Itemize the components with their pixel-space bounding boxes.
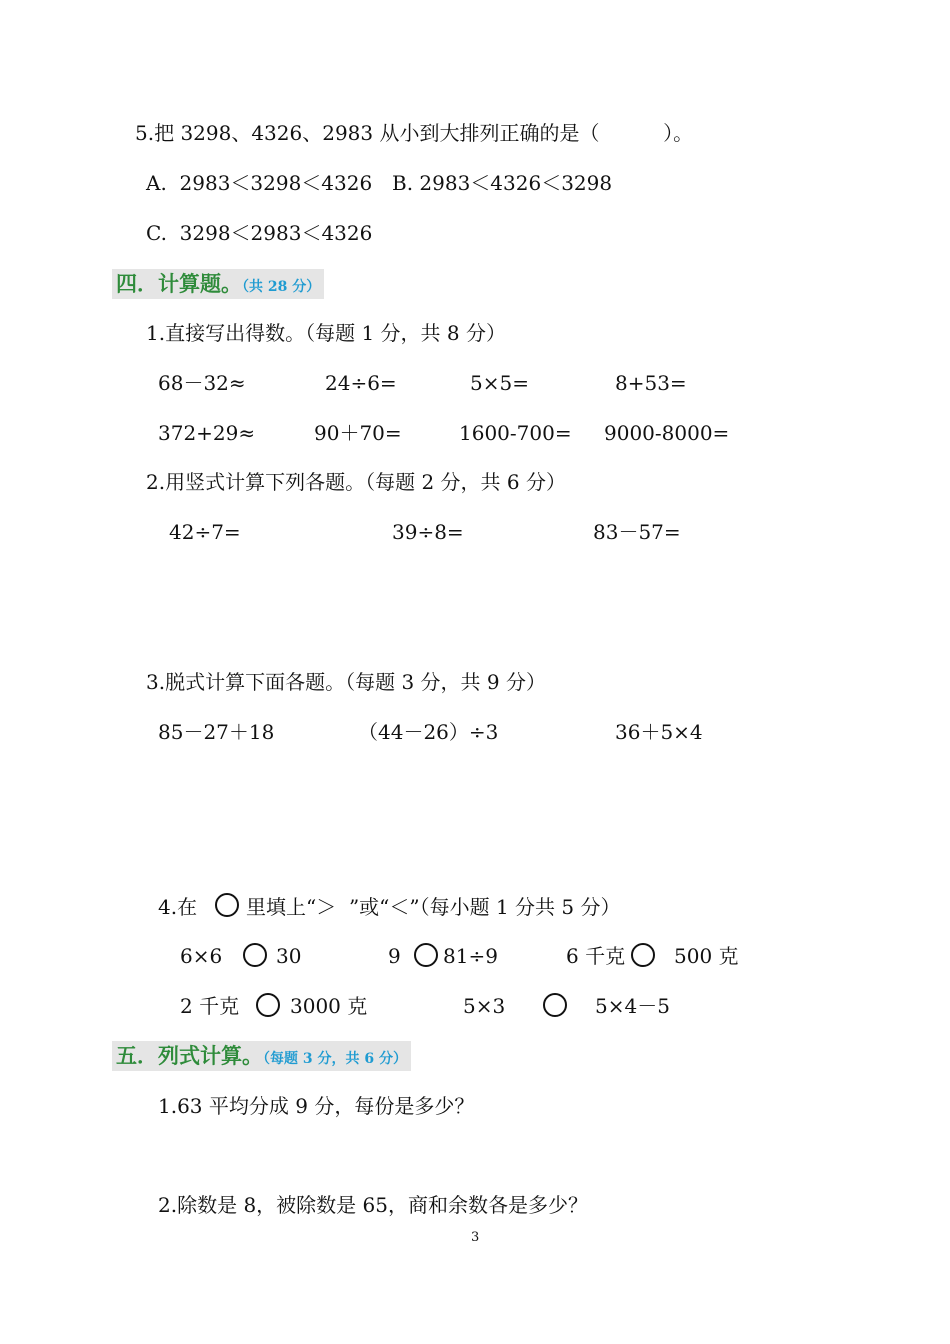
section-5-header	[112, 1041, 411, 1071]
compare-right: 5×4－5	[595, 994, 670, 1018]
compare-left: 9	[388, 944, 401, 968]
s4-q3-item: 36＋5×4	[615, 720, 703, 744]
s4-q2-item: 83－57=	[593, 520, 681, 544]
compare-left: 6 千克	[566, 944, 626, 968]
answer-circle-icon	[215, 893, 239, 917]
question-5-option-c: C. 3298＜2983＜4326	[146, 221, 373, 245]
s4-q1-item: 9000-8000=	[604, 421, 730, 445]
s4-q3-stem: 3.脱式计算下面各题。（每题 3 分，共 9 分）	[146, 670, 546, 694]
s4-q1-item: 24÷6=	[325, 371, 397, 395]
s4-q4-stem-post: 里填上“＞ ”或“＜”（每小题 1 分共 5 分）	[246, 895, 621, 919]
section-4-header	[112, 269, 324, 299]
s5-q2: 2.除数是 8，被除数是 65，商和余数各是多少？	[158, 1193, 588, 1217]
compare-right: 30	[276, 944, 302, 968]
answer-circle[interactable]	[631, 943, 655, 967]
s4-q4-stem-pre: 4.在	[158, 895, 198, 919]
question-5-stem: 5.把 3298、4326、2983 从小到大排列正确的是（ ）。	[135, 121, 694, 145]
s4-q1-item: 1600-700=	[459, 421, 572, 445]
s4-q1-item: 90＋70=	[314, 421, 402, 445]
compare-right: 3000 克	[290, 994, 368, 1018]
question-5-option-a: A. 2983＜3298＜4326	[146, 171, 373, 195]
s4-q1-item: 8+53=	[615, 371, 687, 395]
section-4-title: 四．计算题。	[116, 271, 242, 296]
answer-circle[interactable]	[243, 943, 267, 967]
compare-right: 500 克	[674, 944, 739, 968]
answer-circle[interactable]	[414, 943, 438, 967]
s4-q2-stem: 2.用竖式计算下列各题。（每题 2 分，共 6 分）	[146, 470, 566, 494]
s4-q1-stem: 1.直接写出得数。（每题 1 分，共 8 分）	[146, 321, 506, 345]
compare-left: 2 千克	[180, 994, 240, 1018]
compare-left: 5×3	[463, 994, 506, 1018]
question-5-option-b: B. 2983＜4326＜3298	[392, 171, 613, 195]
compare-left: 6×6	[180, 944, 223, 968]
answer-circle[interactable]	[256, 993, 280, 1017]
s4-q2-item: 42÷7=	[169, 520, 241, 544]
section-4-note: （共 28 分）	[242, 279, 321, 295]
s4-q1-item: 68－32≈	[158, 371, 246, 395]
s5-q1: 1.63 平均分成 9 分，每份是多少？	[158, 1094, 475, 1118]
s4-q3-item: （44－26）÷3	[358, 720, 499, 744]
compare-right: 81÷9	[443, 944, 498, 968]
answer-circle[interactable]	[543, 993, 567, 1017]
s4-q3-item: 85－27＋18	[158, 720, 275, 744]
section-5-title: 五．列式计算。	[116, 1043, 263, 1068]
s4-q2-item: 39÷8=	[392, 520, 464, 544]
page-number: 3	[471, 1230, 480, 1245]
section-5-note: （每题 3 分，共 6 分）	[263, 1051, 407, 1067]
s4-q1-item: 5×5=	[470, 371, 529, 395]
s4-q1-item: 372+29≈	[158, 421, 256, 445]
